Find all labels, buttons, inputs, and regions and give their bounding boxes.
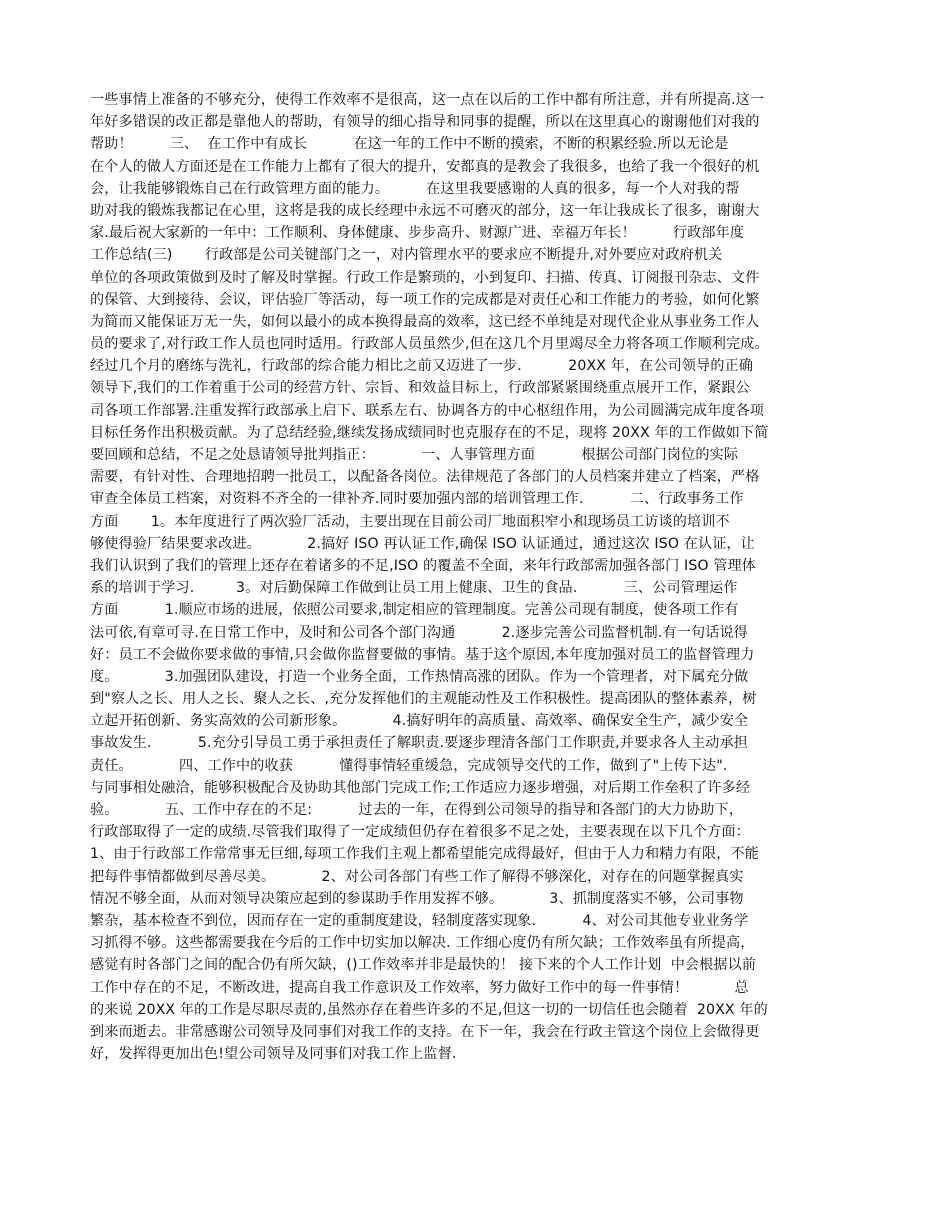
text-line: 会，让我能够锻炼自己在行政管理方面的能力。 在这里我要感谢的人真的很多，每一个人对我的帮 [90, 180, 740, 197]
text-line: 年好多错误的改正都是靠他人的帮助，有领导的细心指导和同事的提醒，所以在这里真心的谢谢他们对我的 [90, 114, 760, 131]
text-line: 员的要求了,对行政工作人员也同时适用。行政部人员虽然少,但在这几个月里竭尽全力将各项工作顺利完成。 [90, 336, 769, 353]
text-line: 我们认识到了我们的管理上还存在着诸多的不足,ISO 的覆盖不全面，来年行政部需加强各部门 ISO 管理体 [90, 557, 757, 574]
text-line: 好：员工不会做你要求做的事情,只会做你监督要做的事情。基于这个原因,本年度加强对员工的监督管理力 [90, 646, 755, 663]
text-line: 家.最后祝大家新的一年中：工作顺利、身体健康、步步高升、财源广进、幸福万年长！ 行政部年度 [90, 225, 745, 242]
text-line: 系的培训于学习. 3。对后勤保障工作做到让员工用上健康、卫生的食品. 三、公司管理运作 [90, 580, 738, 597]
text-line: 行政部取得了一定的成绩.尽管我们取得了一定成绩但仍存在着很多不足之处，主要表现在以下几个方面： [90, 824, 750, 841]
text-line: 帮助！ 三、 在工作中有成长 在这一年的工作中不断的摸索，不断的积累经验.所以无论是 [90, 136, 729, 153]
text-line: 领导下,我们的工作着重于公司的经营方针、宗旨、和效益目标上，行政部紧紧围绕重点展开工作，紧跟公 [90, 380, 750, 397]
text-line: 情况不够全面，从而对领导决策应起到的参谋助手作用发挥不够。 3、抓制度落实不够，公司事物 [90, 890, 744, 907]
text-line: 审查全体员工档案，对资料不齐全的一律补齐.同时要加强内部的培训管理工作. 二、行政事务工作 [90, 491, 744, 508]
text-line: 需要，有针对性、合理地招聘一批员工，以配备各岗位。法律规范了各部门的人员档案并建立了档案，严格 [90, 469, 760, 486]
text-line: 经过几个月的磨练与洗礼，行政部的综合能力相比之前又迈进了一步. 20XX 年，在公司领导的正确 [90, 358, 754, 375]
text-line: 要回顾和总结，不足之处恳请领导批判指正： 一、人事管理方面 根据公司部门岗位的实际 [90, 447, 739, 463]
text-line: 助对我的锻炼我都记在心里，这将是我的成长经理中永远不可磨灭的部分，这一年让我成长了很多，谢谢大 [90, 202, 760, 219]
text-line: 到来而逝去。非常感谢公司领导及同事们对我工作的支持。在下一年，我会在行政主管这个岗位上会做得更 [90, 1023, 760, 1040]
text-line: 的保管、大到接待、会议，评估验厂等活动，每一项工作的完成都是对责任心和工作能力的考验，如何化繁 [90, 291, 760, 308]
text-line: 方面 1。本年度进行了两次验厂活动，主要出现在目前公司厂地面积窄小和现场员工访谈的培训不 [90, 513, 730, 530]
document-body [90, 89, 862, 1065]
text-line: 够使得验厂结果要求改进。 2.搞好 ISO 再认证工作,确保 ISO 认证通过，通过这次 ISO 在认证，让 [90, 535, 755, 552]
text-line: 目标任务作出积极贡献。为了总结经验,继续发扬成绩同时也克服存在的不足，现将 20XX 年的工作做如下简 [90, 424, 769, 441]
text-line: 工作中存在的不足，不断改进，提高自我工作意识及工作效率，努力做好工作中的每一件事情！ 总 [90, 979, 749, 996]
text-line: 单位的各项政策做到及时了解及时掌握。行政工作是繁琐的，小到复印、扫描、传真、订阅报刊杂志、文件 [90, 269, 760, 286]
text-line: 到"察人之长、用人之长、聚人之长、,充分发挥他们的主观能动性及工作积极性。提高团队的整体素养，树 [90, 691, 757, 708]
text-line: 习抓得不够。这些都需要我在今后的工作中切实加以解决. 工作细心度仍有所欠缺；工作效率虽有所提高， [90, 935, 755, 952]
text-line: 司各项工作部署.注重发挥行政部承上启下、联系左右、协调各方的中心枢纽作用，为公司圆满完成年度各项 [90, 402, 765, 419]
text-line: 立起开拓创新、务实高效的公司新形象。 4.搞好明年的高质量、高效率、确保安全生产，减少安全 [90, 713, 749, 730]
text-line: 的来说 20XX 年的工作是尽职尽责的,虽然亦存在着些许多的不足,但这一切的一切信任也会随着 20XX 年的 [90, 1001, 768, 1018]
text-line: 与同事相处融洽，能够积极配合及协助其他部门完成工作;工作适应力逐步增强，对后期工作垒积了许多经 [90, 779, 751, 796]
text-line: 工作总结(三) 行政部是公司关键部门之一，对内管理水平的要求应不断提升,对外要应对政府机关 [90, 247, 723, 264]
text-line: 度。 3.加强团队建设，打造一个业务全面，工作热情高涨的团队。作为一个管理者，对下属充分做 [90, 668, 749, 685]
text-line: 一些事情上准备的不够充分，使得工作效率不是很高，这一点在以后的工作中都有所注意，并有所提高.这一 [90, 92, 765, 108]
text-line: 在个人的做人方面还是在工作能力上都有了很大的提升，安都真的是教会了我很多，也给了我一个很好的机 [90, 158, 760, 175]
text-line: 验。 五、工作中存在的不足: 过去的一年，在得到公司领导的指导和各部门的大力协助下， [90, 802, 743, 818]
text-line: 好，发挥得更加出色!望公司领导及同事们对我工作上监督. [90, 1046, 457, 1063]
text-line: 事故发生. 5.充分引导员工勇于承担责任了解职责.要逐步理清各部门工作职责,并要求各人主动承担 [90, 735, 748, 752]
text-line: 法可依,有章可寻.在日常工作中，及时和公司各个部门沟通 2.逐步完善公司监督机制.有一句话说得 [90, 624, 748, 641]
text-line: 把每件事情都做到尽善尽美。 2、对公司各部门有些工作了解得不够深化，对存在的问题掌握真实 [90, 868, 744, 885]
text-line: 为简而又能保证万无一失，如何以最小的成本换得最高的效率，这已经不单纯是对现代企业从事业务工作人 [90, 313, 760, 330]
text-line: 繁杂，基本检查不到位，因而存在一定的重制度建设，轻制度落实现象. 4、对公司其他专业业务学 [90, 912, 749, 929]
text-line: 1、由于行政部工作常常事无巨细,每项工作我们主观上都希望能完成得最好，但由于人力和精力有限，不能 [90, 846, 759, 863]
text-line: 责任。 四、工作中的收获 懂得事情轻重缓急，完成领导交代的工作，做到了"上传下达". [90, 757, 728, 774]
text-line: 方面 1.顺应市场的进展，依照公司要求,制定相应的管理制度。完善公司现有制度，使各项工作有 [90, 602, 739, 619]
text-line: 感觉有时各部门之间的配合仍有所欠缺，()工作效率并非是最快的！ 接下来的个人工作计划 中会根据以前 [90, 957, 757, 974]
